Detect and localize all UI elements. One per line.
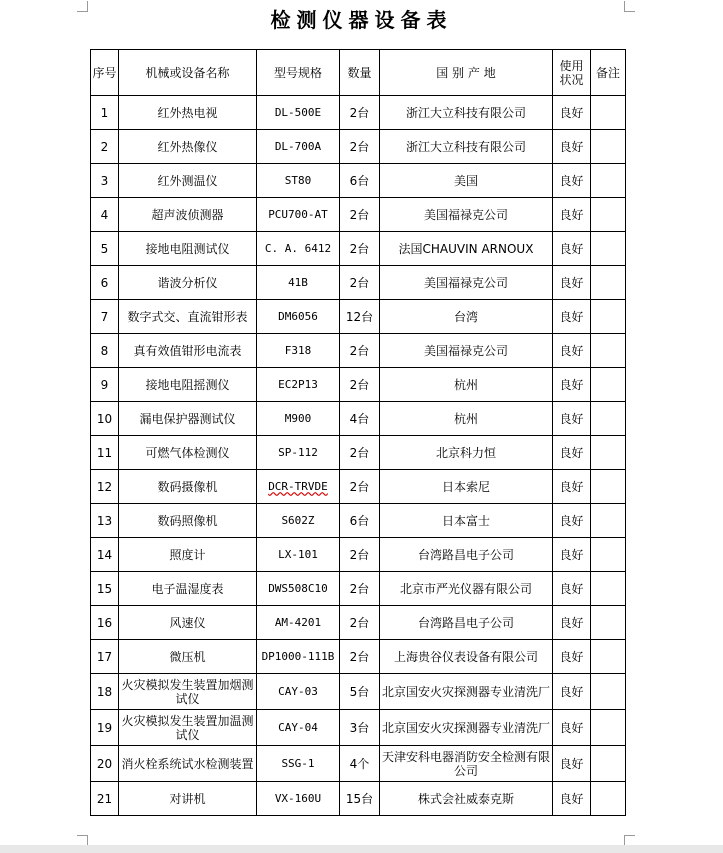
cell-qty: 2台 (340, 334, 380, 368)
cell-remark (591, 164, 626, 198)
cell-remark (591, 746, 626, 782)
cell-remark (591, 300, 626, 334)
table-row (91, 674, 626, 710)
cell-remark (591, 436, 626, 470)
cell-qty: 4台 (340, 402, 380, 436)
cell-status: 良好 (553, 504, 591, 538)
cell-no: 14 (91, 538, 119, 572)
cell-model: DM6056 (257, 300, 340, 334)
cell-model: DL-500E (257, 96, 340, 130)
cell-status: 良好 (553, 436, 591, 470)
cell-name: 红外热像仪 (119, 130, 257, 164)
cell-status: 良好 (553, 198, 591, 232)
cell-origin: 浙江大立科技有限公司 (380, 96, 553, 130)
cell-status: 良好 (553, 640, 591, 674)
cell-status: 良好 (553, 130, 591, 164)
cell-qty: 2台 (340, 232, 380, 266)
cell-name: 谐波分析仪 (119, 266, 257, 300)
cell-origin: 美国福禄克公司 (380, 266, 553, 300)
cell-status: 良好 (553, 710, 591, 746)
cell-name: 数字式交、直流钳形表 (119, 300, 257, 334)
cell-model: VX-160U (257, 782, 340, 816)
cell-origin: 北京市严光仪器有限公司 (380, 572, 553, 606)
cell-qty: 2台 (340, 266, 380, 300)
cell-origin: 台湾路昌电子公司 (380, 538, 553, 572)
cell-origin: 上海贵谷仪表设备有限公司 (380, 640, 553, 674)
cell-qty: 4个 (340, 746, 380, 782)
cell-origin: 杭州 (380, 368, 553, 402)
header-status: 使用状况 (553, 50, 591, 96)
cell-no: 20 (91, 746, 119, 782)
cell-remark (591, 368, 626, 402)
cell-qty: 6台 (340, 164, 380, 198)
cell-model: DWS508C10 (257, 572, 340, 606)
cell-status: 良好 (553, 300, 591, 334)
table-row (91, 300, 626, 334)
table-row (91, 470, 626, 504)
table-row (91, 504, 626, 538)
cell-model: 41B (257, 266, 340, 300)
table-row (91, 538, 626, 572)
cell-status: 良好 (553, 470, 591, 504)
cell-remark (591, 606, 626, 640)
cell-name: 对讲机 (119, 782, 257, 816)
cell-status: 良好 (553, 782, 591, 816)
cell-origin: 北京科力恒 (380, 436, 553, 470)
cell-remark (591, 710, 626, 746)
cell-origin: 美国 (380, 164, 553, 198)
cell-qty: 5台 (340, 674, 380, 710)
table-row (91, 266, 626, 300)
cell-no: 8 (91, 334, 119, 368)
table-row (91, 746, 626, 782)
cell-status: 良好 (553, 232, 591, 266)
cell-remark (591, 504, 626, 538)
cell-status: 良好 (553, 746, 591, 782)
cell-name: 可燃气体检测仪 (119, 436, 257, 470)
table-row (91, 130, 626, 164)
cell-model: CAY-04 (257, 710, 340, 746)
cell-origin: 法国CHAUVIN ARNOUX (380, 232, 553, 266)
cell-status: 良好 (553, 402, 591, 436)
cell-no: 12 (91, 470, 119, 504)
cell-remark (591, 674, 626, 710)
equipment-table (90, 49, 626, 816)
cell-no: 15 (91, 572, 119, 606)
cell-qty: 2台 (340, 606, 380, 640)
cell-qty: 15台 (340, 782, 380, 816)
cell-model: PCU700-AT (257, 198, 340, 232)
cell-qty: 2台 (340, 470, 380, 504)
cell-model: DL-700A (257, 130, 340, 164)
table-row (91, 606, 626, 640)
table-row (91, 198, 626, 232)
cell-name: 消火栓系统试水检测装置 (119, 746, 257, 782)
header-no: 序号 (91, 50, 119, 96)
cell-remark (591, 334, 626, 368)
cell-remark (591, 538, 626, 572)
cell-model: AM-4201 (257, 606, 340, 640)
header-model: 型号规格 (257, 50, 340, 96)
cell-model: DCR-TRVDE (257, 470, 340, 504)
cell-model: ST80 (257, 164, 340, 198)
cell-remark (591, 266, 626, 300)
cell-no: 7 (91, 300, 119, 334)
cell-no: 16 (91, 606, 119, 640)
table-row (91, 572, 626, 606)
table-row (91, 164, 626, 198)
cell-status: 良好 (553, 266, 591, 300)
cell-origin: 浙江大立科技有限公司 (380, 130, 553, 164)
cell-qty: 2台 (340, 538, 380, 572)
cell-name: 风速仪 (119, 606, 257, 640)
cell-status: 良好 (553, 674, 591, 710)
cell-name: 电子温湿度表 (119, 572, 257, 606)
cell-qty: 6台 (340, 504, 380, 538)
cell-remark (591, 470, 626, 504)
table-header-row (91, 50, 626, 96)
cell-status: 良好 (553, 368, 591, 402)
cell-remark (591, 640, 626, 674)
cell-remark (591, 96, 626, 130)
header-name: 机械或设备名称 (119, 50, 257, 96)
cell-no: 1 (91, 96, 119, 130)
cell-qty: 12台 (340, 300, 380, 334)
table-row (91, 640, 626, 674)
cell-no: 6 (91, 266, 119, 300)
cell-no: 11 (91, 436, 119, 470)
cell-name: 接地电阻摇测仪 (119, 368, 257, 402)
cell-qty: 2台 (340, 436, 380, 470)
cell-status: 良好 (553, 164, 591, 198)
cell-qty: 2台 (340, 572, 380, 606)
table-row (91, 334, 626, 368)
cell-qty: 2台 (340, 640, 380, 674)
page-gap (0, 845, 723, 853)
table-row (91, 368, 626, 402)
cell-no: 18 (91, 674, 119, 710)
cell-status: 良好 (553, 96, 591, 130)
cell-remark (591, 232, 626, 266)
cell-no: 2 (91, 130, 119, 164)
cell-model: CAY-03 (257, 674, 340, 710)
cell-status: 良好 (553, 334, 591, 368)
cell-origin: 北京国安火灾探测器专业清洗厂 (380, 710, 553, 746)
cell-no: 9 (91, 368, 119, 402)
cell-origin: 美国福禄克公司 (380, 334, 553, 368)
cell-name: 红外测温仪 (119, 164, 257, 198)
cell-model: LX-101 (257, 538, 340, 572)
table-row (91, 232, 626, 266)
header-qty: 数量 (340, 50, 380, 96)
cell-name: 火灾模拟发生装置加温测试仪 (119, 710, 257, 746)
cell-model: SSG-1 (257, 746, 340, 782)
cell-name: 漏电保护器测试仪 (119, 402, 257, 436)
cell-model: S602Z (257, 504, 340, 538)
cell-name: 真有效值钳形电流表 (119, 334, 257, 368)
cell-origin: 日本富士 (380, 504, 553, 538)
cell-name: 数码照像机 (119, 504, 257, 538)
cell-origin: 北京国安火灾探测器专业清洗厂 (380, 674, 553, 710)
cell-origin: 杭州 (380, 402, 553, 436)
cell-model: F318 (257, 334, 340, 368)
cell-no: 3 (91, 164, 119, 198)
cell-status: 良好 (553, 572, 591, 606)
cell-model: M900 (257, 402, 340, 436)
cell-origin: 株式会社威泰克斯 (380, 782, 553, 816)
cell-model: EC2P13 (257, 368, 340, 402)
header-origin: 国 别 产 地 (380, 50, 553, 96)
header-remark: 备注 (591, 50, 626, 96)
cell-remark (591, 130, 626, 164)
cell-name: 微压机 (119, 640, 257, 674)
cell-no: 13 (91, 504, 119, 538)
document-title: 检测仪器设备表 (270, 8, 453, 32)
cell-model: SP-112 (257, 436, 340, 470)
cell-qty: 2台 (340, 96, 380, 130)
cell-status: 良好 (553, 606, 591, 640)
cell-remark (591, 402, 626, 436)
cell-name: 红外热电视 (119, 96, 257, 130)
cell-name: 超声波侦测器 (119, 198, 257, 232)
cell-model: C. A. 6412 (257, 232, 340, 266)
cell-name: 数码摄像机 (119, 470, 257, 504)
cell-qty: 2台 (340, 198, 380, 232)
cell-no: 5 (91, 232, 119, 266)
table-row (91, 402, 626, 436)
cell-origin: 日本索尼 (380, 470, 553, 504)
cell-status: 良好 (553, 538, 591, 572)
cell-no: 10 (91, 402, 119, 436)
cell-name: 火灾模拟发生装置加烟测试仪 (119, 674, 257, 710)
cell-no: 19 (91, 710, 119, 746)
table-row (91, 436, 626, 470)
cell-remark (591, 782, 626, 816)
cell-no: 4 (91, 198, 119, 232)
cell-origin: 台湾 (380, 300, 553, 334)
cell-no: 17 (91, 640, 119, 674)
cell-remark (591, 198, 626, 232)
table-row (91, 96, 626, 130)
cell-qty: 2台 (340, 368, 380, 402)
cell-remark (591, 572, 626, 606)
table-row (91, 710, 626, 746)
cell-origin: 天津安科电器消防安全检测有限公司 (380, 746, 553, 782)
cell-no: 21 (91, 782, 119, 816)
cell-model: DP1000-111B (257, 640, 340, 674)
cell-qty: 2台 (340, 130, 380, 164)
cell-origin: 美国福禄克公司 (380, 198, 553, 232)
cell-qty: 3台 (340, 710, 380, 746)
cell-name: 照度计 (119, 538, 257, 572)
table-row (91, 782, 626, 816)
cell-origin: 台湾路昌电子公司 (380, 606, 553, 640)
cell-name: 接地电阻测试仪 (119, 232, 257, 266)
